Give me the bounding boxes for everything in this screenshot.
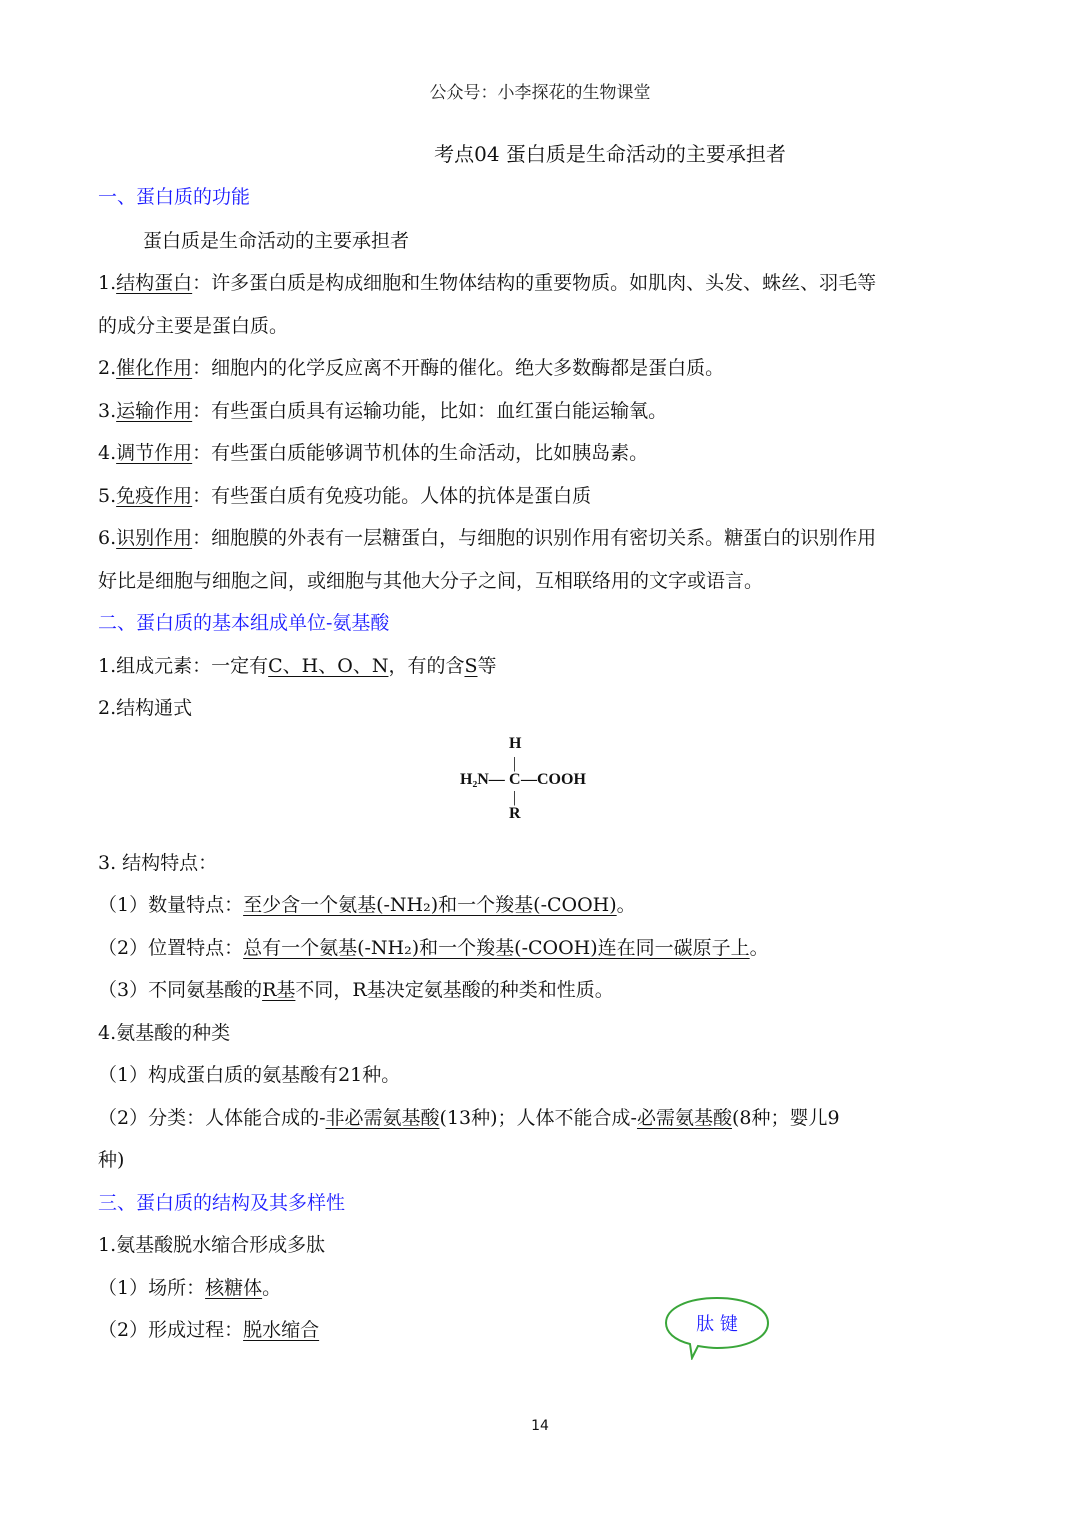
bubble-text: 肽 键 [696, 1314, 738, 1335]
formula-r: R [509, 805, 521, 822]
features-title: 3. 结构特点： [98, 852, 218, 874]
function-term: 免疫作用 [116, 485, 193, 507]
formula-left: H₂N— [460, 771, 505, 788]
process-line: （2）形成过程：脱水缩合 [98, 1319, 320, 1341]
page-header: 公众号：小李探花的生物课堂 [429, 83, 651, 103]
feature-3: （3）不同氨基酸的R基不同，R基决定氨基酸的种类和性质。 [98, 979, 614, 1001]
feature-1: （1）数量特点：至少含一个氨基(-NH₂)和一个羧基(-COOH)。 [98, 894, 636, 916]
peptide-bond-bubble [662, 1296, 772, 1364]
types-title: 4.氨基酸的种类 [98, 1022, 231, 1044]
elements-line: 1.组成元素：一定有C、H、O、N，有的含S等 [98, 655, 497, 677]
function-item-3: 3.运输作用：有些蛋白质具有运输功能，比如：血红蛋白能运输氧。 [98, 400, 668, 422]
section3-heading: 三、蛋白质的结构及其多样性 [98, 1192, 346, 1214]
type-2: （2）分类：人体能合成的-非必需氨基酸(13种)；人体不能合成-必需氨基酸(8种；婴儿9 [98, 1107, 840, 1129]
section1-intro: 蛋白质是生命活动的主要承担者 [143, 230, 410, 252]
formula-h-top: H [509, 735, 522, 752]
function-term: 运输作用 [116, 400, 193, 422]
page-number: 14 [531, 1418, 549, 1434]
function-term: 催化作用 [116, 357, 193, 379]
function-item-2: 2.催化作用：细胞内的化学反应离不开酶的催化。绝大多数酶都是蛋白质。 [98, 357, 725, 379]
function-item-6-cont: 好比是细胞与细胞之间，或细胞与其他大分子之间，互相联络用的文字或语言。 [98, 570, 764, 592]
formula-right: —COOH [521, 771, 586, 788]
type-1: （1）构成蛋白质的氨基酸有21种。 [98, 1064, 401, 1086]
type-2-cont: 种) [98, 1149, 125, 1171]
function-item-1-cont: 的成分主要是蛋白质。 [98, 315, 289, 337]
section2-heading: 二、蛋白质的基本组成单位-氨基酸 [98, 612, 390, 634]
function-term: 识别作用 [116, 527, 193, 549]
section3-sub1: 1.氨基酸脱水缩合形成多肽 [98, 1234, 326, 1256]
function-item-1: 1.结构蛋白：许多蛋白质是构成细胞和生物体结构的重要物质。如肌肉、头发、蛛丝、羽毛等 [98, 272, 877, 294]
function-term: 结构蛋白 [116, 272, 193, 294]
page-title: 考点04 蛋白质是生命活动的主要承担者 [434, 142, 786, 166]
formula-center: C [509, 771, 521, 788]
function-item-6: 6.识别作用：细胞膜的外表有一层糖蛋白，与细胞的识别作用有密切关系。糖蛋白的识别作用 [98, 527, 877, 549]
amino-acid-formula: H | H₂N— C —COOH | R [460, 735, 586, 822]
feature-2: （2）位置特点：总有一个氨基(-NH₂)和一个羧基(-COOH)连在同一碳原子上。 [98, 937, 769, 959]
function-item-4: 4.调节作用：有些蛋白质能够调节机体的生命活动，比如胰岛素。 [98, 442, 649, 464]
formula-title: 2.结构通式 [98, 697, 193, 719]
site-line: （1）场所：核糖体。 [98, 1277, 282, 1299]
section1-heading: 一、蛋白质的功能 [98, 186, 251, 208]
function-item-5: 5.免疫作用：有些蛋白质有免疫功能。人体的抗体是蛋白质 [98, 485, 592, 507]
function-term: 调节作用 [116, 442, 193, 464]
